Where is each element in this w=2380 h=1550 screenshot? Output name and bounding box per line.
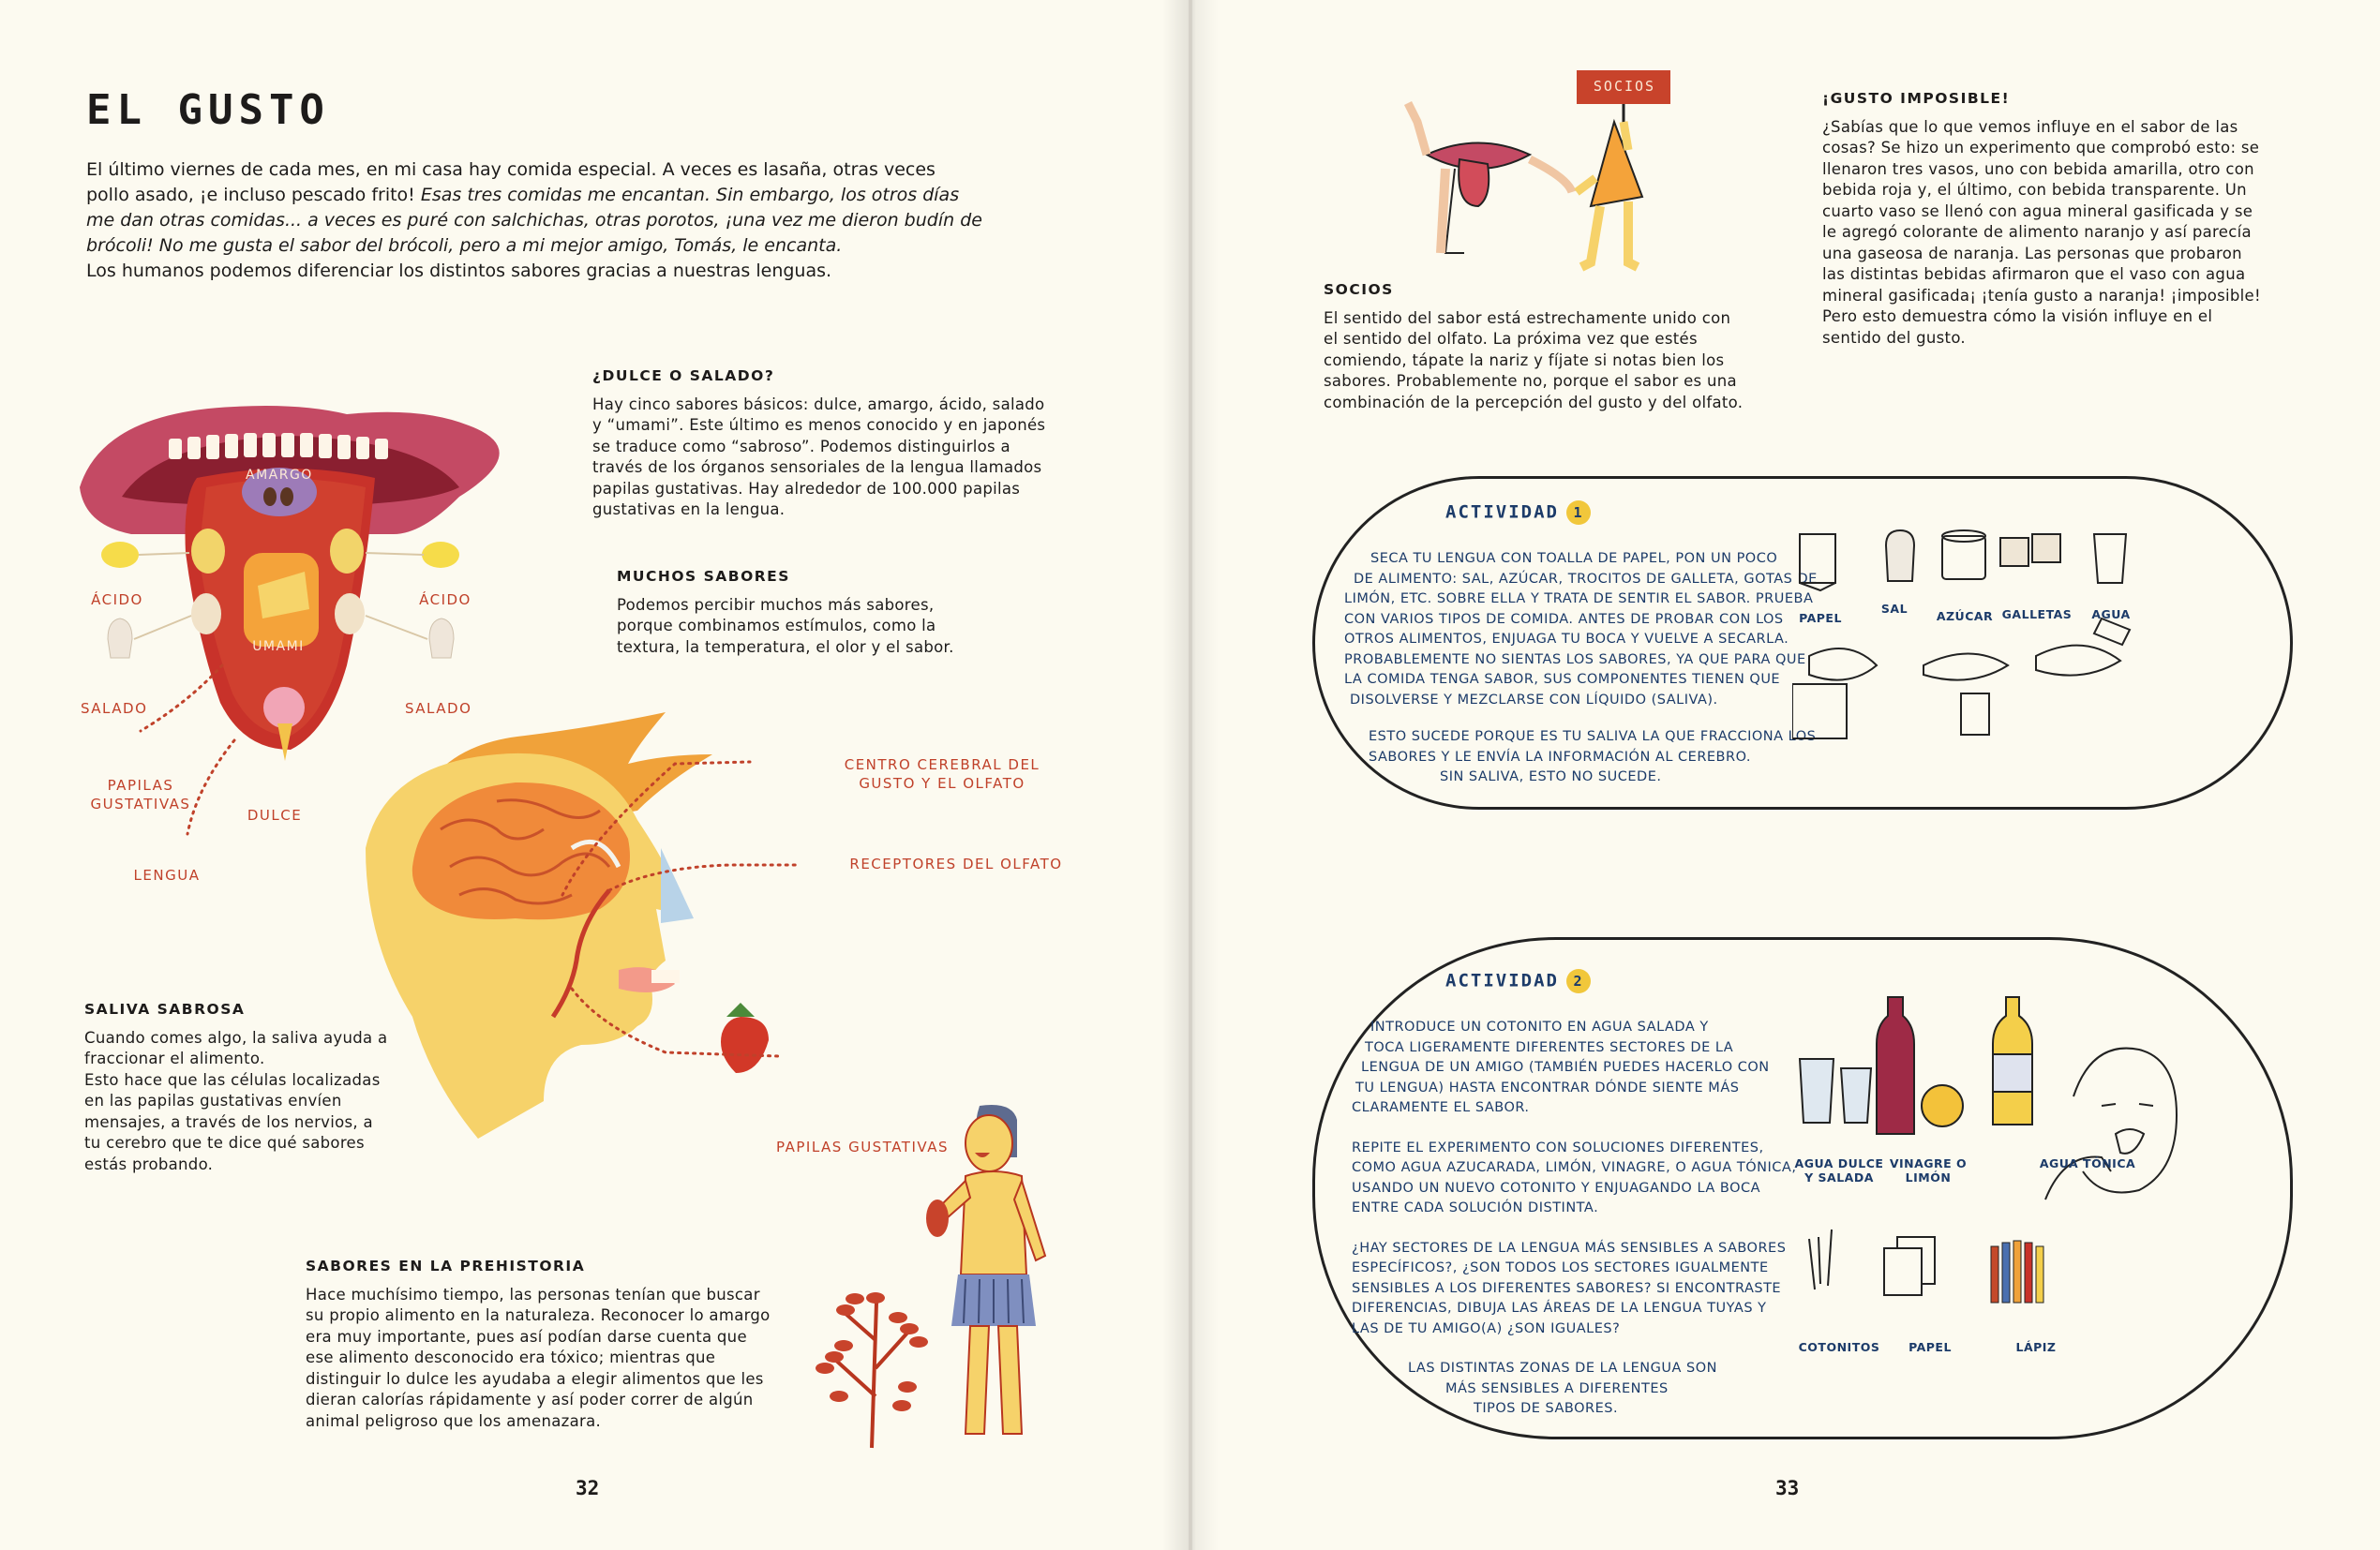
caption-cotonitos: COTONITOS	[1798, 1340, 1880, 1354]
act-line: MÁS SENSIBLES A DIFERENTES	[1445, 1380, 1669, 1396]
section-prehistoria	[306, 1256, 812, 1432]
intro-line: me dan otras comidas... a veces es puré con salchichas, otras porotos, ¡una vez me dieron budín de	[86, 210, 982, 231]
label-receptores: RECEPTORES DEL OLFATO	[849, 856, 1063, 872]
act-line: LIMÓN, ETC. SOBRE ELLA Y TRATA DE SENTIR EL SABOR. PRUEBA	[1344, 591, 1814, 606]
act-line: ESPECÍFICOS?, ¿SON TODOS LOS SECTORES IGUALMENTE	[1352, 1260, 1769, 1275]
caption-line: VINAGRE O	[1889, 1156, 1968, 1170]
text-line: Podemos percibir muchos más sabores,	[617, 595, 935, 614]
act-line: ¿HAY SECTORES DE LA LENGUA MÁS SENSIBLES A SABORES	[1352, 1240, 1787, 1256]
text-line: una gaseosa de naranja. Las personas que probaron	[1822, 244, 2242, 262]
label-papilas-head: PAPILAS GUSTATIVAS	[776, 1139, 949, 1155]
section-heading: ¿DULCE O SALADO?	[592, 367, 775, 384]
text-line: fraccionar el alimento.	[84, 1050, 265, 1067]
text-line: le agregó colorante de alimento naranjo y así parecía	[1822, 223, 2252, 241]
socios-illustration	[1389, 66, 1727, 291]
label-dulce: DULCE	[247, 807, 303, 824]
section-saliva	[84, 999, 403, 1175]
text-line: El sentido del sabor está estrechamente unido con	[1324, 308, 1731, 327]
text-line: era muy importante, pues así podían darse cuenta que	[306, 1327, 747, 1346]
text-line: ¿Sabías que lo que vemos influye en el sabor de las	[1822, 117, 2238, 136]
act-line: DIFERENCIAS, DIBUJA LAS ÁREAS DE LA LENGUA TUYAS Y	[1352, 1301, 1767, 1316]
text-line: sentido del gusto.	[1822, 328, 1966, 347]
section-muchos-sabores	[617, 566, 1048, 658]
text-line: animal peligroso que los amenazara.	[306, 1411, 602, 1430]
act-line: PROBABLEMENTE NO SIENTAS LOS SABORES, YA QUE PARA QUE	[1344, 651, 1806, 667]
book-gutter	[1162, 0, 1219, 1550]
text-line: se traduce como “sabroso”. Podemos distinguirlos a	[592, 437, 1010, 455]
caption-azucar: AZÚCAR	[1936, 609, 1994, 623]
text-line: estás probando.	[84, 1155, 214, 1173]
section-socios	[1324, 279, 1811, 413]
text-line: Cuando comes algo, la saliva ayuda a	[84, 1028, 388, 1047]
act-line: LAS DE TU AMIGO(A) ¿SON IGUALES?	[1352, 1320, 1621, 1336]
label-acido-right: ÁCIDO	[419, 591, 472, 608]
text-line: ese alimento desconocido era tóxico; mientras que	[306, 1349, 716, 1366]
label-papilas-line: GUSTATIVAS	[90, 796, 191, 812]
section-heading: ¡GUSTO IMPOSIBLE!	[1822, 90, 2011, 107]
actividad-title-text: ACTIVIDAD	[1445, 970, 1559, 991]
intro-line: brócoli! No me gusta el sabor del brócoli, pero a mi mejor amigo, Tomás, le encanta.	[86, 235, 843, 256]
text-line: papilas gustativas. Hay alrededor de 100.000 papilas	[592, 479, 1021, 498]
label-salado-left: SALADO	[81, 700, 148, 717]
act-line: SABORES Y LE ENVÍA LA INFORMACIÓN AL CEREBRO.	[1369, 749, 1752, 765]
label-umami: UMAMI	[252, 639, 305, 654]
text-line: mensajes, a través de los nervios, a	[84, 1112, 373, 1131]
act-line: TIPOS DE SABORES.	[1474, 1401, 1619, 1416]
text-line: cosas? Se hizo un experimento que comprobó esto: se	[1822, 139, 2260, 156]
section-gusto-imposible	[1822, 88, 2310, 349]
right-page	[1192, 0, 2380, 1550]
text-line: combinación de la percepción del gusto y del olfato.	[1324, 393, 1744, 411]
actividad-1-text	[1344, 549, 1869, 788]
text-line: Esto hace que las células localizadas	[84, 1070, 381, 1089]
actividad-number-badge: 2	[1566, 969, 1591, 993]
act-line: USANDO UN NUEVO COTONITO Y ENJUAGANDO LA BOCA	[1352, 1180, 1761, 1196]
act-line: OTROS ALIMENTOS, ENJUAGA TU BOCA Y VUELVE A SECARLA.	[1344, 632, 1789, 647]
text-line: bebida roja y, el último, con bebida transparente. Un	[1822, 181, 2247, 199]
caption-line: AGUA DULCE	[1794, 1156, 1884, 1170]
intro-line-part: pollo asado, ¡e incluso pescado frito!	[86, 185, 421, 205]
label-salado-right: SALADO	[405, 700, 472, 717]
text-line: en las papilas gustativas envíen	[84, 1092, 342, 1110]
act-line: COMO AGUA AZUCARADA, LIMÓN, VINAGRE, O AGUA TÓNICA,	[1352, 1160, 1797, 1175]
text-line: las distintas bebidas afirmaron que el vaso con agua	[1822, 265, 2246, 283]
act-line: SECA TU LENGUA CON TOALLA DE PAPEL, PON UN POCO	[1370, 551, 1778, 566]
text-line: Pero esto demuestra cómo la visión influye en el	[1822, 307, 2213, 325]
section-heading: SOCIOS	[1324, 281, 1394, 298]
label-amargo: AMARGO	[246, 468, 313, 483]
section-heading: SABORES EN LA PREHISTORIA	[306, 1258, 586, 1274]
intro-line	[86, 183, 1080, 208]
section-dulce-salado	[592, 365, 1080, 521]
act-line: ENTRE CADA SOLUCIÓN DISTINTA.	[1352, 1200, 1599, 1215]
text-line: Hay cinco sabores básicos: dulce, amargo, ácido, salado	[592, 395, 1045, 413]
intro-line-part: Esas tres comidas me encantan. Sin embargo, los otros días	[420, 185, 960, 205]
page-title: EL GUSTO	[86, 86, 330, 134]
text-line: Hace muchísimo tiempo, las personas tenían que buscar	[306, 1285, 760, 1304]
caption-line: LIMÓN	[1905, 1170, 1952, 1185]
caption-galletas: GALLETAS	[2001, 607, 2073, 621]
actividad-number-badge: 1	[1566, 500, 1591, 525]
text-line: dieran calorías rápidamente y así poder correr de algún	[306, 1391, 754, 1408]
label-papilas	[84, 776, 197, 813]
caption-papel-2: PAPEL	[1908, 1340, 1952, 1354]
act-line: REPITE EL EXPERIMENTO CON SOLUCIONES DIFERENTES,	[1352, 1140, 1764, 1155]
socios-sign-text: SOCIOS	[1593, 78, 1656, 95]
prehistoric-man-illustration	[797, 1087, 1097, 1453]
text-line: distinguir lo dulce les ayudaba a elegir alimentos que les	[306, 1369, 764, 1388]
caption-line: Y SALADA	[1804, 1170, 1874, 1185]
label-centro-cerebral	[825, 755, 1059, 793]
intro-line: El último viernes de cada mes, en mi casa hay comida especial. A veces es lasaña, otras veces	[86, 159, 936, 180]
text-line: el sentido del olfato. La próxima vez que estés	[1324, 330, 1698, 348]
caption-sal: SAL	[1880, 602, 1908, 616]
act-line: DISOLVERSE Y MEZCLARSE CON LÍQUIDO (SALIVA).	[1350, 692, 1718, 708]
text-line: comiendo, tápate la nariz y fíjate si notas bien los	[1324, 350, 1725, 369]
act-line: TOCA LIGERAMENTE DIFERENTES SECTORES DE LA	[1365, 1039, 1734, 1055]
caption-papel: PAPEL	[1799, 611, 1842, 625]
act-line: CLARAMENTE EL SABOR.	[1352, 1100, 1530, 1115]
act-line: DE ALIMENTO: SAL, AZÚCAR, TROCITOS DE GALLETA, GOTAS DE	[1354, 571, 1818, 587]
act-line: ESTO SUCEDE PORQUE ES TU SALIVA LA QUE FRACCIONA LOS	[1369, 729, 1817, 744]
act-line: LAS DISTINTAS ZONAS DE LA LENGUA SON	[1408, 1361, 1717, 1376]
intro-line: Los humanos podemos diferenciar los distintos sabores gracias a nuestras lenguas.	[86, 261, 832, 281]
head-illustration	[356, 708, 797, 1148]
section-heading: MUCHOS SABORES	[617, 568, 790, 585]
intro-paragraph	[86, 157, 1080, 284]
act-line: SIN SALIVA, ESTO NO SUCEDE.	[1440, 769, 1662, 784]
text-line: mineral gasificada¡ ¡tenía gusto a naranja! ¡imposible!	[1822, 286, 2261, 305]
act-line: TU LENGUA) HASTA ENCONTRAR DÓNDE SIENTE MÁS	[1355, 1080, 1740, 1095]
page-number: 32	[576, 1477, 600, 1499]
act-line: LENGUA DE UN AMIGO (TAMBIÉN PUEDES HACERLO CON	[1361, 1060, 1770, 1075]
act-line: SENSIBLES A LOS DIFERENTES SABORES? SI ENCONTRASTE	[1352, 1280, 1782, 1296]
text-line: través de los órganos sensoriales de la lengua llamados	[592, 458, 1042, 476]
actividad-title-text: ACTIVIDAD	[1445, 501, 1559, 523]
text-line: sabores. Probablemente no, porque el sabor es una	[1324, 372, 1737, 390]
text-line: gustativas en la lengua.	[592, 500, 786, 518]
act-line: CON VARIOS TIPOS DE COMIDA. ANTES DE PROBAR CON LOS	[1344, 611, 1784, 627]
actividad-1-title	[1445, 500, 1591, 525]
label-lengua: LENGUA	[133, 867, 201, 884]
page-number: 33	[1775, 1477, 1800, 1499]
act-line: LA COMIDA TENGA SABOR, SUS COMPONENTES TIENEN QUE	[1344, 672, 1781, 687]
actividad-2-text	[1352, 1018, 1839, 1420]
text-line: y “umami”. Este último es menos conocido y en japonés	[592, 416, 1046, 434]
label-papilas-line: PAPILAS	[107, 777, 174, 794]
text-line: textura, la temperatura, el olor y el sabor.	[617, 637, 954, 656]
caption-vinagre	[1886, 1156, 1970, 1185]
actividad-2-title	[1445, 969, 1591, 993]
text-line: cuarto vaso se llenó con agua mineral gasificada y se	[1822, 201, 2253, 220]
caption-agua-tonica: AGUA TÓNICA	[2039, 1156, 2136, 1170]
text-line: su propio alimento en la naturaleza. Reconocer lo amargo	[306, 1306, 771, 1324]
text-line: porque combinamos estímulos, como la	[617, 617, 936, 634]
label-acido-left: ÁCIDO	[91, 591, 143, 608]
caption-agua: AGUA	[2091, 607, 2131, 621]
caption-lapiz: LÁPIZ	[2015, 1340, 2057, 1354]
actividad-1-items	[1792, 525, 2242, 778]
act-line: INTRODUCE UN COTONITO EN AGUA SALADA Y	[1370, 1020, 1709, 1035]
text-line: tu cerebro que te dice qué sabores	[84, 1134, 365, 1152]
label-centro-line: GUSTO Y EL OLFATO	[859, 775, 1025, 792]
section-heading: SALIVA SABROSA	[84, 1001, 246, 1018]
left-page	[0, 0, 1189, 1550]
label-centro-line: CENTRO CEREBRAL DEL	[844, 756, 1040, 773]
text-line: llenaron tres vasos, uno con bebida amarilla, otro con	[1822, 159, 2254, 178]
caption-agua-dulce	[1792, 1156, 1886, 1185]
